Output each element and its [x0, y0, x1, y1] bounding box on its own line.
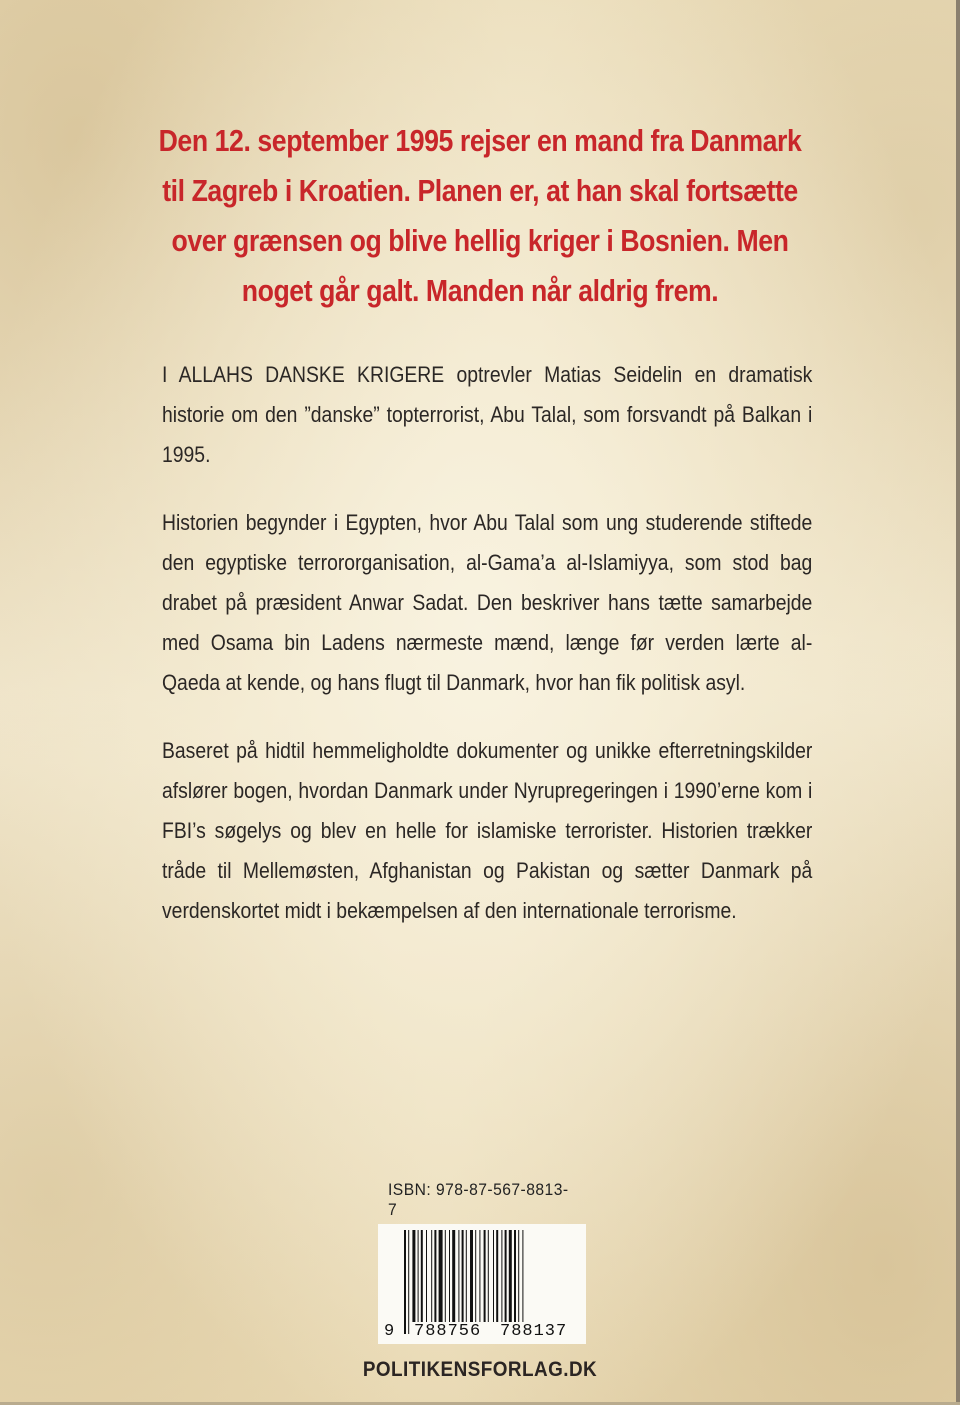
barcode-bar	[479, 1230, 480, 1322]
publisher-url: POLITIKENSFORLAG.DK	[362, 1358, 598, 1381]
barcode-bar	[501, 1230, 502, 1322]
blurb	[162, 355, 812, 959]
barcode-bar	[488, 1230, 489, 1322]
barcode-bar	[493, 1230, 494, 1322]
barcode-bar	[426, 1230, 427, 1322]
page-edge-shadow	[956, 0, 960, 1405]
barcode-bar	[466, 1230, 467, 1334]
barcode-block	[370, 1180, 588, 1344]
barcode-bar	[496, 1230, 498, 1322]
barcode-bar	[431, 1230, 432, 1322]
barcode-bar	[509, 1230, 512, 1322]
barcode-digit-first: 9	[384, 1322, 395, 1341]
barcode-bar	[434, 1230, 436, 1322]
barcode-digits	[378, 1322, 586, 1344]
barcode-bar	[514, 1230, 516, 1322]
barcode-bar	[462, 1230, 464, 1322]
barcode-bar	[421, 1230, 423, 1322]
barcode-bar	[449, 1230, 450, 1322]
barcode-bar	[484, 1230, 486, 1322]
barcode-bar	[518, 1230, 519, 1322]
barcode-digits-left: 788756	[414, 1322, 482, 1341]
headline-teaser: Den 12. september 1995 rejser en mand fra Danmark til Zagreb i Kroatien. Planen er, at han skal fortsætte over grænsen og blive hellig kriger i Bosnien. Men noget går galt. Manden når aldrig frem.	[158, 123, 802, 308]
barcode-bar	[522, 1230, 523, 1334]
blurb-paragraph-1: I ALLAHS DANSKE KRIGERE optrevler Matias Seidelin en dramatisk historie om den ”danske” topterrorist, Abu Talal, som forsvandt på Balkan i 1995.	[162, 362, 813, 467]
barcode-bar	[445, 1230, 446, 1322]
blurb-paragraph-3: Baseret på hidtil hemmeligholdte dokumenter og unikke efterretningskilder afslører bogen, hvordan Danmark under Nyrupregeringen i 1990’erne kom i FBI’s søgelys og blev en helle for islamiske terrorister. Historien trækker tråde til Mellemøsten, Afghanistan og Pakistan og sætter Danmark på verdenskortet midt i bekæmpelsen af den internationale terrorisme.	[162, 738, 813, 923]
barcode-bar	[439, 1230, 443, 1322]
barcode-bar	[505, 1230, 507, 1322]
barcode-digits-right: 788137	[500, 1322, 568, 1341]
barcode-bar	[475, 1230, 476, 1322]
barcode-bar	[452, 1230, 455, 1322]
blurb-paragraph-2: Historien begynder i Egypten, hvor Abu Talal som ung studerende stiftede den egyptiske terrororganisation, al-Gama’a al-Islamiyya, som stod bag drabet på præsident Anwar Sadat. Den beskriver hans tætte samarbejde med Osama bin Ladens nærmeste mænd, længe før verden lærte al-Qaeda at kende, og hans flugt til Danmark, hvor han fik politisk asyl.	[162, 510, 813, 695]
barcode-bar	[470, 1230, 473, 1334]
barcode-bar	[408, 1230, 409, 1334]
barcode-bar	[418, 1230, 419, 1322]
barcode-bar	[458, 1230, 459, 1322]
barcode	[378, 1224, 586, 1344]
isbn-label: ISBN: 978-87-567-8813-7	[388, 1180, 569, 1219]
barcode-bar	[404, 1230, 406, 1334]
barcode-bar	[412, 1230, 415, 1322]
